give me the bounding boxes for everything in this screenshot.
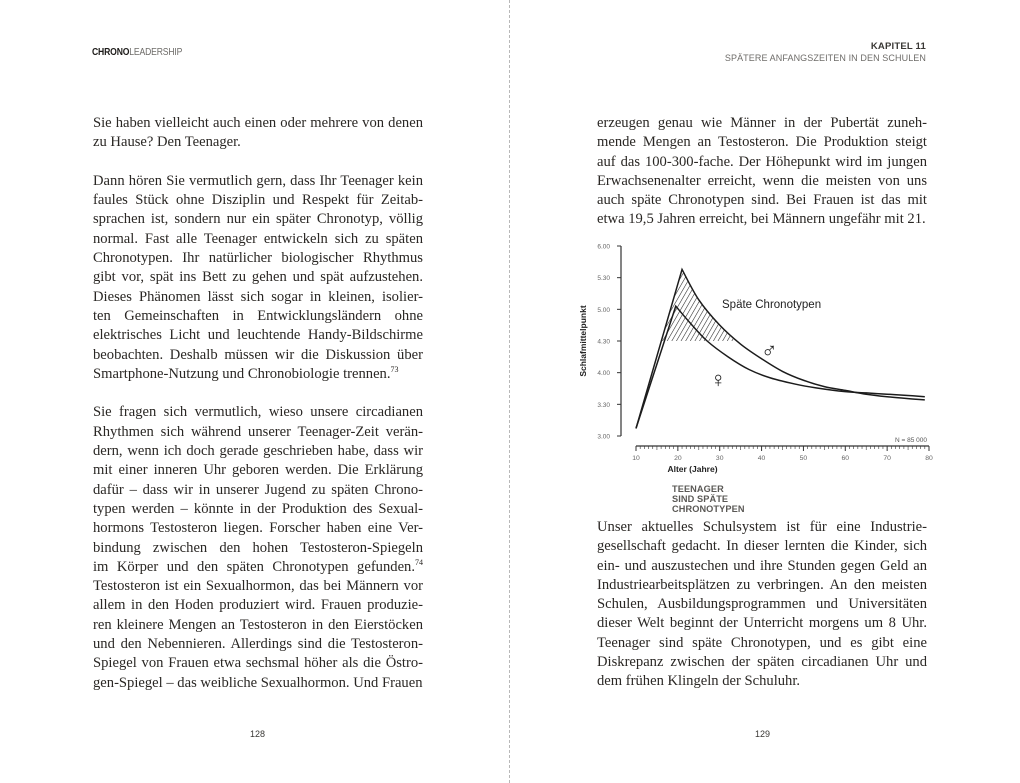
y-tick-label: 6.00 xyxy=(597,243,610,251)
text-line-content: Dieses Phänomen lässt sich sogar in kleinen, isolier- xyxy=(93,288,423,305)
text-line-content: Diskrepanz zwischen der späten circadianen Uhr und xyxy=(597,654,927,671)
x-tick-label: 20 xyxy=(674,455,682,462)
text-line-content: gen-Spiegel – das weibliche Sexualhormon. Und Frauen xyxy=(93,674,423,691)
x-tick-label: 50 xyxy=(799,455,808,462)
y-tick-label: 5.30 xyxy=(597,275,610,283)
text-line-content: Teenager sind späte Chronotypen, und es gibt eine xyxy=(597,634,927,651)
text-line-content: Schulen, Ausbildungsprogrammen und Universitäten xyxy=(597,596,927,613)
y-tick-label: 3.30 xyxy=(597,401,610,409)
female-symbol-icon: ♀ xyxy=(710,367,727,392)
text-line-content: allem in den Hoden produziert wird. Frauen produzie- xyxy=(93,597,423,614)
text-line-content: Sie fragen sich vermutlich, wieso unsere circadianen xyxy=(93,404,423,421)
x-tick-label: 80 xyxy=(925,455,933,462)
text-line-content: etwa 19,5 Jahren erreicht, bei Männern ungefähr mit 21. xyxy=(597,211,926,228)
text-line-content: typen werden – könnte in der Produktion des Sexual- xyxy=(93,500,423,517)
text-line-content: beobachten. Deshalb müssen wir die Diskussion über xyxy=(93,346,423,363)
text-line-content: Dann hören Sie vermutlich gern, dass Ihr Teenager kein xyxy=(93,172,423,189)
x-tick-label: 10 xyxy=(632,455,640,462)
text-line xyxy=(597,634,927,653)
page-number-left: 128 xyxy=(250,729,266,739)
chart-caption: TEENAGER SIND SPÄTE CHRONOTYPEN xyxy=(672,484,745,514)
sample-size-note: N = 85 000 xyxy=(895,437,927,444)
y-axis-label: Schlafmittelpunkt xyxy=(578,305,588,377)
y-tick-label: 4.30 xyxy=(597,338,610,346)
y-tick-label: 3.00 xyxy=(597,433,610,441)
text-line-content: sprachen ist, sondern nur ein später Chronotyp, völlig xyxy=(93,211,423,228)
text-line-content: Spiegel von Frauen etwa sechsmal höher als die Östro- xyxy=(93,655,423,672)
text-line-content: mit einer inneren Uhr geboren werden. Die Erklärung xyxy=(93,462,423,479)
text-line-content: dern, wenn ich doch gerade geschrieben habe, dass wir xyxy=(93,443,423,460)
text-line xyxy=(597,537,927,556)
text-line-content: im Körper und den späten Chronotypen gefunden. xyxy=(93,558,415,575)
text-line-content: Rhythmen sich während unserer Teenager-Zeit verän- xyxy=(93,423,423,440)
text-line-content: und den Nebennieren. Allerdings sind die Testosteron- xyxy=(93,636,423,653)
text-line-content: mende Mengen an Testosteron. Die Produktion steigt xyxy=(597,134,927,151)
annotation-late-chronotypes: Späte Chronotypen xyxy=(722,299,822,311)
y-tick-label: 5.00 xyxy=(597,306,610,314)
text-line xyxy=(597,595,927,614)
brand-bold: CHRONO xyxy=(92,46,130,58)
text-line xyxy=(597,653,927,672)
x-tick-label: 70 xyxy=(883,455,891,462)
text-line xyxy=(597,672,927,691)
text-line-content: normal. Fast alle Teenager entwickeln sich zu späten xyxy=(93,230,423,247)
text-line xyxy=(597,576,927,595)
text-line-content: dafür – dass wir in unserer Jugend zu späten Chrono- xyxy=(93,481,423,498)
footnote-marker[interactable]: 73 xyxy=(390,364,399,374)
text-line-content: zu Hause? Den Teenager. xyxy=(93,134,241,151)
y-tick-label: 4.00 xyxy=(597,370,610,378)
text-line-content: ein- und auszustechen und ihre Stunden gegen Geld an xyxy=(597,557,927,574)
text-line-content: Sie haben vielleicht auch einen oder mehrere von denen xyxy=(93,115,423,131)
text-line-content: Chronotypen. Ihr natürlicher biologischer Rhythmus xyxy=(93,250,423,267)
male-symbol-icon: ♂ xyxy=(761,338,778,363)
x-tick-label: 60 xyxy=(841,455,850,462)
text-line-content: hormons Testosteron liegen. Forscher haben eine Ver- xyxy=(93,520,423,537)
text-line xyxy=(597,557,927,576)
text-line-content: bindung zwischen den hohen Testosteron-Spiegeln xyxy=(93,539,423,556)
text-line-content: ren kleinere Mengen an Testosteron in den Eierstöcken xyxy=(93,616,423,633)
text-line xyxy=(597,518,927,537)
text-line-content: elektrisches Licht und leuchtende Handy-Bildschirme xyxy=(93,327,423,344)
x-tick-label: 40 xyxy=(757,455,766,462)
paragraph xyxy=(597,518,927,692)
chapter-title: SPÄTERE ANFANGSZEITEN IN DEN SCHULEN xyxy=(724,53,926,63)
text-line xyxy=(597,614,927,633)
text-line-content: Smartphone-Nutzung und Chronobiologie trennen. xyxy=(93,365,391,382)
x-axis-label: Alter (Jahre) xyxy=(667,464,718,474)
x-tick-label: 30 xyxy=(715,455,724,462)
text-line-content: Unser aktuelles Schulsystem ist für eine Industrie- xyxy=(597,519,927,535)
text-line-content: auf das 100-300-fache. Der Höhepunkt wird im jungen xyxy=(597,153,927,170)
text-line-content: dieser Welt beginnt der Unterricht morgens um 8 Uhr. xyxy=(597,615,927,632)
text-line-content: dem frühen Klingeln der Schuluhr. xyxy=(597,673,801,690)
text-line-content: faules Stück ohne Disziplin und Respekt für Zeitab- xyxy=(93,192,423,209)
chapter-label: KAPITEL 11 xyxy=(870,41,926,52)
right-body-text-bottom xyxy=(597,518,927,692)
text-line-content: auch späte Chronotypen sind. Bei Frauen ist das mit xyxy=(597,192,927,209)
brand-light: LEADERSHIP xyxy=(129,46,183,58)
text-line-content: ten Gemeinschaften in Entwicklungsländern ohne xyxy=(93,307,423,324)
text-line-content: Testosteron ist ein Sexualhormon, das bei Männern vor xyxy=(93,578,423,595)
text-line-content: erzeugen genau wie Männer in der Pubertät zuneh- xyxy=(597,115,927,131)
hatched-late-chronotype-region xyxy=(636,269,925,436)
page-number-right: 129 xyxy=(755,729,771,739)
text-line-content: gesellschaft gedacht. In dieser lernten die Kinder, sich xyxy=(597,538,927,555)
text-line-content: Erwachsenenalter erreicht, wenn die meisten von uns xyxy=(597,172,927,189)
text-line-content: Industriearbeitsplätzen zu verbringen. An den meisten xyxy=(597,576,927,593)
text-line-content: gibt vor, spät ins Bett zu gehen und spät aufzustehen. xyxy=(93,269,423,286)
footnote-marker[interactable]: 74 xyxy=(415,557,423,567)
